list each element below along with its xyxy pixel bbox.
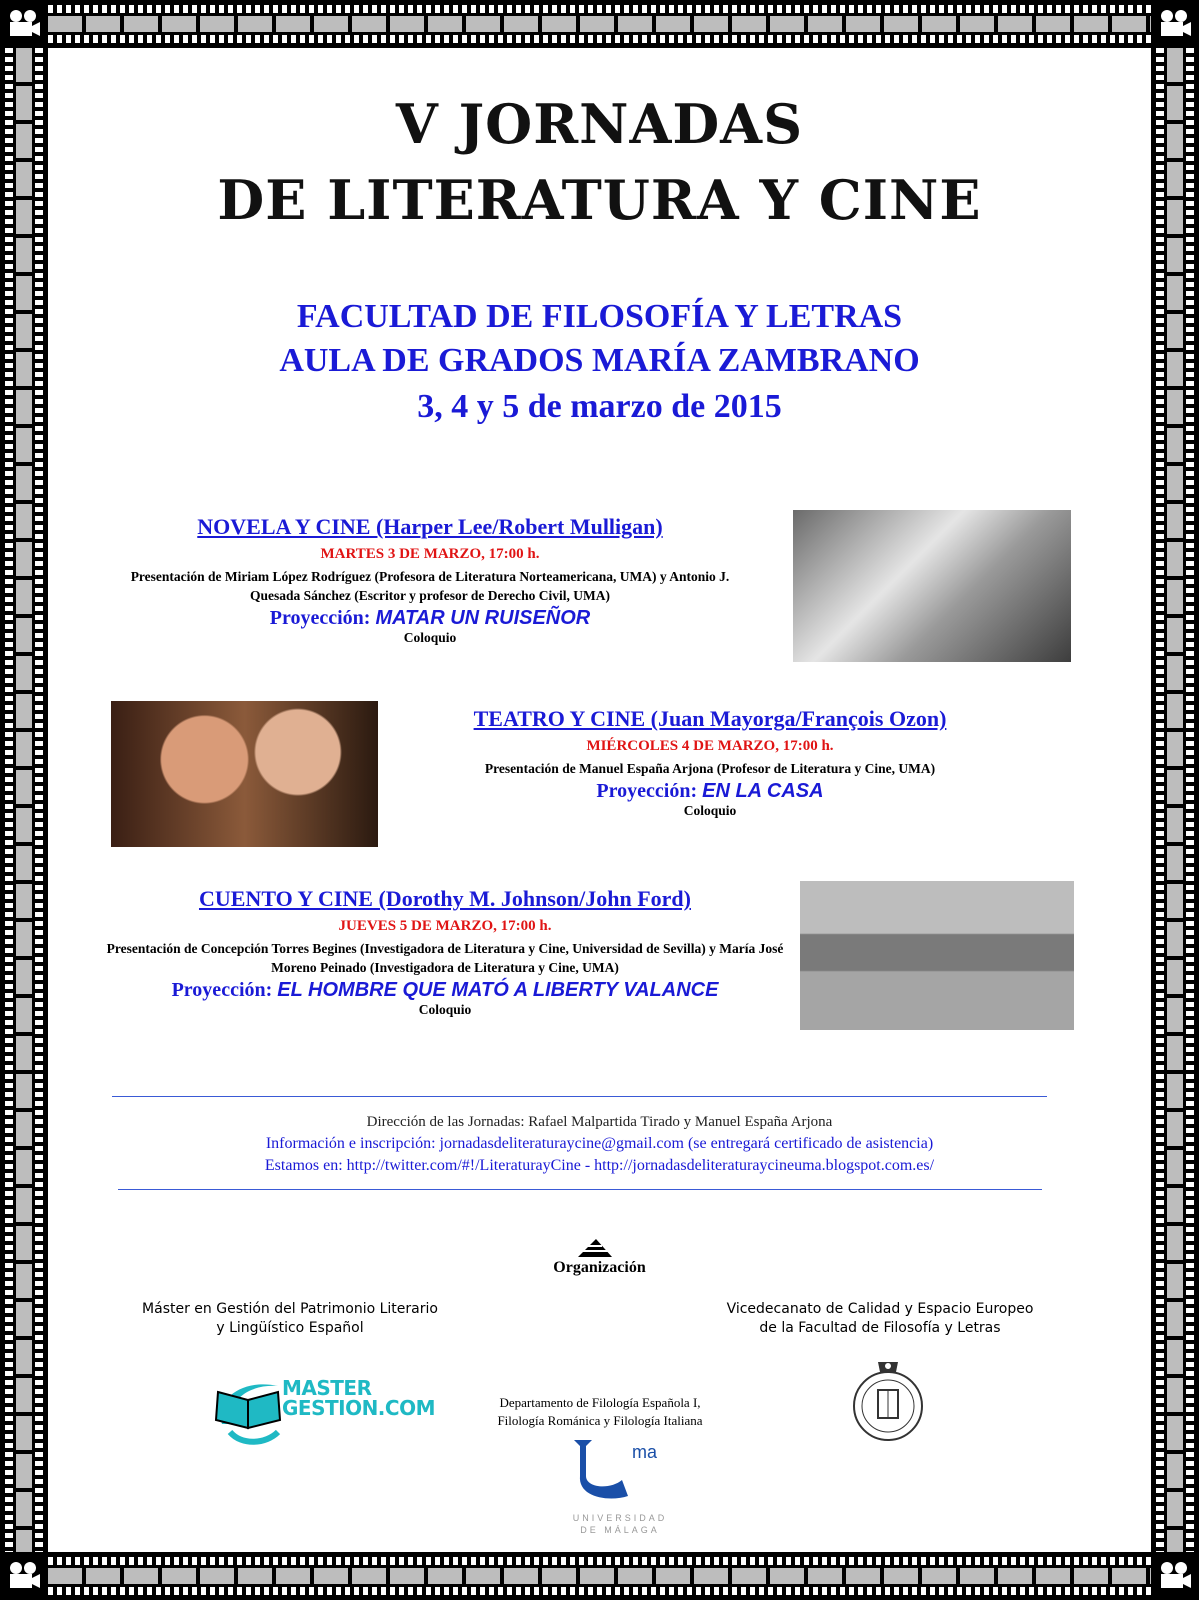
registration-text[interactable]: Información e inscripción: jornadasdeliteraturaycine@gmail.com (se entregará certificado de asistencia) [265,1135,934,1152]
university-seal [850,1358,926,1444]
projection-label: Proyección: [269,607,371,629]
movie-camera-icon [0,0,48,48]
session-date: MIÉRCOLES 4 DE MARZO, 17:00 h. [586,738,834,754]
session-projection [110,607,750,630]
direction-text: Dirección de las Jornadas: Rafael Malpartida Tirado y Manuel España Arjona [366,1114,833,1130]
film-strip-left [0,0,48,1600]
master-organizer-line1: Máster en Gestión del Patrimonio Literario [142,1301,438,1317]
uma-logo-line1: UNIVERSIDAD [572,1513,668,1523]
vicedecanato-organizer [700,1300,1060,1338]
page-title-line1: V JORNADAS [395,92,804,156]
session-date: JUEVES 5 DE MARZO, 17:00 h. [338,918,552,934]
movie-camera-icon [1151,1552,1199,1600]
projection-label: Proyección: [596,780,698,802]
projection-label: Proyección: [171,979,273,1001]
session-colloquium: Coloquio [683,803,737,818]
session-presentation: Presentación de Miriam López Rodríguez (Profesora de Literatura Norteamericana, UMA) y Antonio J. Quesada Sánchez (Escritor y profesor de Derecho Civil, UMA) [130,569,730,603]
session-projection [410,780,1010,803]
movie-camera-icon [1151,0,1199,48]
uma-logo-text [560,1512,680,1536]
session-presentation: Presentación de Concepción Torres Begines (Investigadora de Literatura y Cine, Universidad de Sevilla) y María José Moreno Peinado (Investigadora de Literatura y Cine, UMA) [106,941,784,975]
session-presentation: Presentación de Manuel España Arjona (Profesor de Literatura y Cine, UMA) [484,761,936,776]
session-projection [98,979,792,1002]
film-title: MATAR UN RUISEÑOR [375,607,591,629]
uma-logo [570,1436,634,1502]
session-novela [110,514,750,646]
department [470,1394,730,1430]
links-text[interactable]: Estamos en: http://twitter.com/#!/LiteraturayCine - http://jornadasdeliteraturaycineuma.blogspot.com.es/ [264,1157,935,1174]
film-strip-top [0,0,1199,48]
session-colloquium: Coloquio [403,630,457,645]
film-still-liberty-valance [800,881,1074,1030]
film-still-matar-un-ruisenor [793,510,1071,662]
film-strip-bottom [0,1552,1199,1600]
session-date: MARTES 3 DE MARZO, 17:00 h. [320,546,540,562]
page-title-line2: DE LITERATURA Y CINE [217,168,982,232]
uma-logo-mark: ma [632,1442,658,1462]
movie-camera-icon [0,1552,48,1600]
session-heading: NOVELA Y CINE (Harper Lee/Robert Mulligan) [197,514,663,539]
film-strip-right [1151,0,1199,1600]
venue-dates: 3, 4 y 5 de marzo de 2015 [417,388,782,425]
divider [118,1189,1042,1190]
session-heading: TEATRO Y CINE (Juan Mayorga/François Ozon) [473,706,947,731]
film-title: EL HOMBRE QUE MATÓ A LIBERTY VALANCE [277,979,719,1001]
master-logo-line1: MASTER [282,1376,372,1400]
department-line1: Departamento de Filología Española I, [499,1395,701,1410]
venue-faculty: FACULTAD DE FILOSOFÍA Y LETRAS [296,298,903,335]
organization-label: Organización [553,1259,646,1276]
film-still-en-la-casa [111,701,378,847]
divider [112,1096,1047,1097]
master-organizer [140,1300,440,1338]
master-gestion-logo-text [282,1378,435,1418]
pyramid-icon [574,1237,614,1259]
session-teatro [410,706,1010,819]
venue-room: AULA DE GRADOS MARÍA ZAMBRANO [279,342,920,379]
vicedecanato-line2: de la Facultad de Filosofía y Letras [759,1320,1001,1336]
session-heading: CUENTO Y CINE (Dorothy M. Johnson/John Ford) [198,886,691,911]
session-cuento [98,886,792,1018]
department-line2: Filología Románica y Filología Italiana [497,1413,703,1428]
master-logo-line2: GESTION.COM [282,1396,435,1420]
vicedecanato-line1: Vicedecanato de Calidad y Espacio Europeo [726,1301,1034,1317]
master-gestion-logo [212,1370,284,1446]
session-colloquium: Coloquio [418,1002,472,1017]
uma-logo-line2: DE MÁLAGA [580,1525,660,1535]
master-organizer-line2: y Lingüístico Español [216,1320,364,1336]
film-title: EN LA CASA [702,780,824,802]
